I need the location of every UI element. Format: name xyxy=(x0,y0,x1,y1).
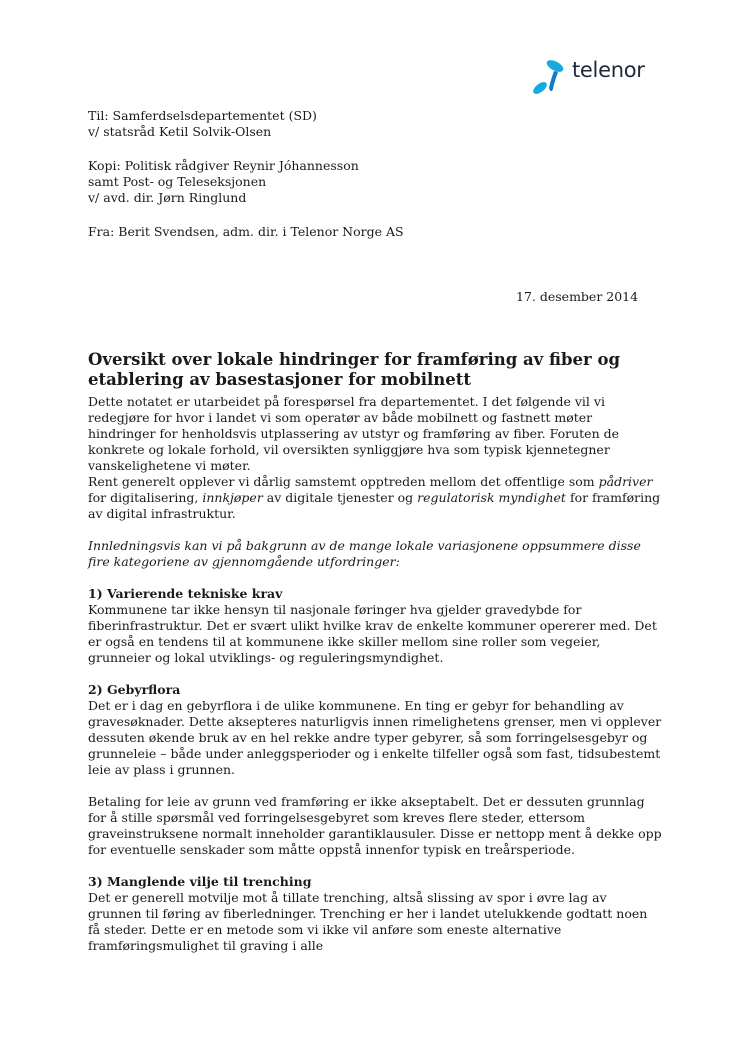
section-3-heading: 3) Manglende vilje til trenching xyxy=(88,874,312,889)
copy-contact-line: v/ avd. dir. Jørn Ringlund xyxy=(88,190,247,205)
to-contact-line: v/ statsråd Ketil Solvik-Olsen xyxy=(88,124,272,139)
brand-name: telenor xyxy=(572,58,645,82)
emphasis-buyer: innkjøper xyxy=(202,490,263,505)
section-3 xyxy=(88,874,663,954)
section-2-heading: 2) Gebyrflora xyxy=(88,682,181,697)
document-title: Oversikt over lokale hindringer for framføring av fiber og etablering av basestasjoner for mobilnett xyxy=(88,350,621,389)
summary-text: Innledningsvis kan vi på bakgrunn av de mange lokale variasjonene oppsummere disse fire kategoriene av gjennomgående utfordringer: xyxy=(88,538,641,569)
section-1 xyxy=(88,586,663,666)
emphasis-driver: pådriver xyxy=(598,474,653,489)
copy-block xyxy=(88,158,663,206)
document-date: 17. desember 2014 xyxy=(516,289,639,304)
section-2-text-2: Betaling for leie av grunn ved framføring er ikke akseptabelt. Det er dessuten grunnlag for å stille spørsmål ved forringelsesgebyret som kreves flere steder, ettersom graveinstruksene normalt inneholder garantiklausuler. Disse er nettopp ment å dekke opp for eventuelle senskader som måtte oppstå innenfor typisk en treårsperiode. xyxy=(88,794,662,857)
section-3-text: Det er generell motvilje mot å tillate trenching, altså slissing av spor i øvre lag av grunnen til føring av fiberledninger. Trenching er her i landet utelukkende godtatt noen få steder. Dette er en metode som vi ikke vil anføre som eneste alternative framføringsmulighet til graving i alle xyxy=(88,890,648,953)
general-paragraph xyxy=(88,474,663,522)
section-2 xyxy=(88,682,663,778)
emphasis-regulator: regulatorisk myndighet xyxy=(417,490,566,505)
copy-line: Kopi: Politisk rådgiver Reynir Jóhannesson xyxy=(88,158,359,173)
section-2-continued xyxy=(88,794,663,858)
intro-text: Dette notatet er utarbeidet på forespørsel fra departementet. I det følgende vil vi redegjøre for hvor i landet vi som operatør av både mobilnett og fastnett møter hindringer for henholdsvis utplassering av utstyr og framføring av fiber. Foruten de konkrete og lokale forhold, vil oversikten synliggjøre hva som typisk kjennetegner vanskelighetene vi møter. xyxy=(88,394,619,473)
sender-block xyxy=(88,224,663,240)
section-1-text: Kommunene tar ikke hensyn til nasjonale føringer hva gjelder gravedybde for fiberinfrastruktur. Det er svært ulikt hvilke krav de enkelte kommuner opererer med. Det er også en tendens til at kommunene ikke skiller mellom sine roller som vegeier, grunneier og lokal utviklings- og reguleringsmyndighet. xyxy=(88,602,657,665)
summary-paragraph xyxy=(88,538,663,570)
recipient-block xyxy=(88,108,663,140)
section-2-text: Det er i dag en gebyrflora i de ulike kommunene. En ting er gebyr for behandling av gravesøknader. Dette aksepteres naturligvis innen rimelighetens grenser, men vi opplever dessuten økende bruk av en hel rekke andre typer gebyrer, så som forringelsesgebyr og grunneleie – både under anleggsperioder og i enkelte tilfeller også som fast, tidsubestemt leie av plass i grunnen. xyxy=(88,698,662,777)
general-text: Rent generelt opplever vi dårlig samstemt opptreden mellom det offentlige som pådriver for digitalisering, innkjøper av digitale tjenester og regulatorisk myndighet for framføring av digital infrastruktur. xyxy=(88,474,661,521)
from-line: Fra: Berit Svendsen, adm. dir. i Telenor Norge AS xyxy=(88,224,404,239)
section-1-heading: 1) Varierende tekniske krav xyxy=(88,586,283,601)
copy-section-line: samt Post- og Teleseksjonen xyxy=(88,174,267,189)
intro-paragraph xyxy=(88,394,663,474)
to-line: Til: Samferdselsdepartementet (SD) xyxy=(88,108,317,123)
